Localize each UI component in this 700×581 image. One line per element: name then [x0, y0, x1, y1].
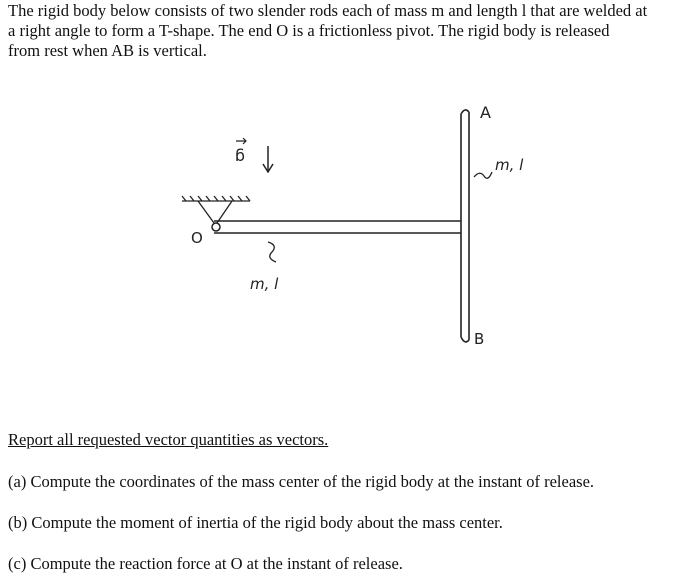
- intro-line-2: a right angle to form a T-shape. The end O is a frictionless pivot. The rigid body is released: [8, 21, 610, 40]
- horizontal-rod: [214, 221, 461, 233]
- pivot-support: [182, 196, 250, 223]
- vertical-rod: [461, 110, 469, 342]
- instructions-note: Report all requested vector quantities as vectors.: [8, 430, 329, 449]
- question-b: (b) Compute the moment of inertia of the rigid body about the mass center.: [8, 513, 503, 532]
- gravity-arrow-icon: [263, 146, 273, 172]
- label-a: A: [480, 103, 491, 122]
- gravity-vector-mark-icon: [236, 138, 246, 144]
- horizontal-rod-label: m, l: [250, 275, 279, 293]
- question-a: (a) Compute the coordinates of the mass center of the rigid body at the instant of release.: [8, 472, 595, 491]
- label-b: B: [474, 330, 485, 348]
- label-o: O: [191, 229, 203, 247]
- vertical-rod-leader-icon: [474, 172, 492, 178]
- gravity-label: g: [234, 148, 245, 167]
- intro-line-3: from rest when AB is vertical.: [8, 41, 207, 60]
- vertical-rod-label: m, l: [495, 156, 524, 174]
- horizontal-rod-leader-icon: [268, 242, 276, 262]
- question-c: (c) Compute the reaction force at O at the instant of release.: [8, 554, 403, 573]
- intro-line-1: The rigid body below consists of two slender rods each of mass m and length l that are welded at: [8, 1, 648, 20]
- pivot-pin-icon: [212, 223, 220, 231]
